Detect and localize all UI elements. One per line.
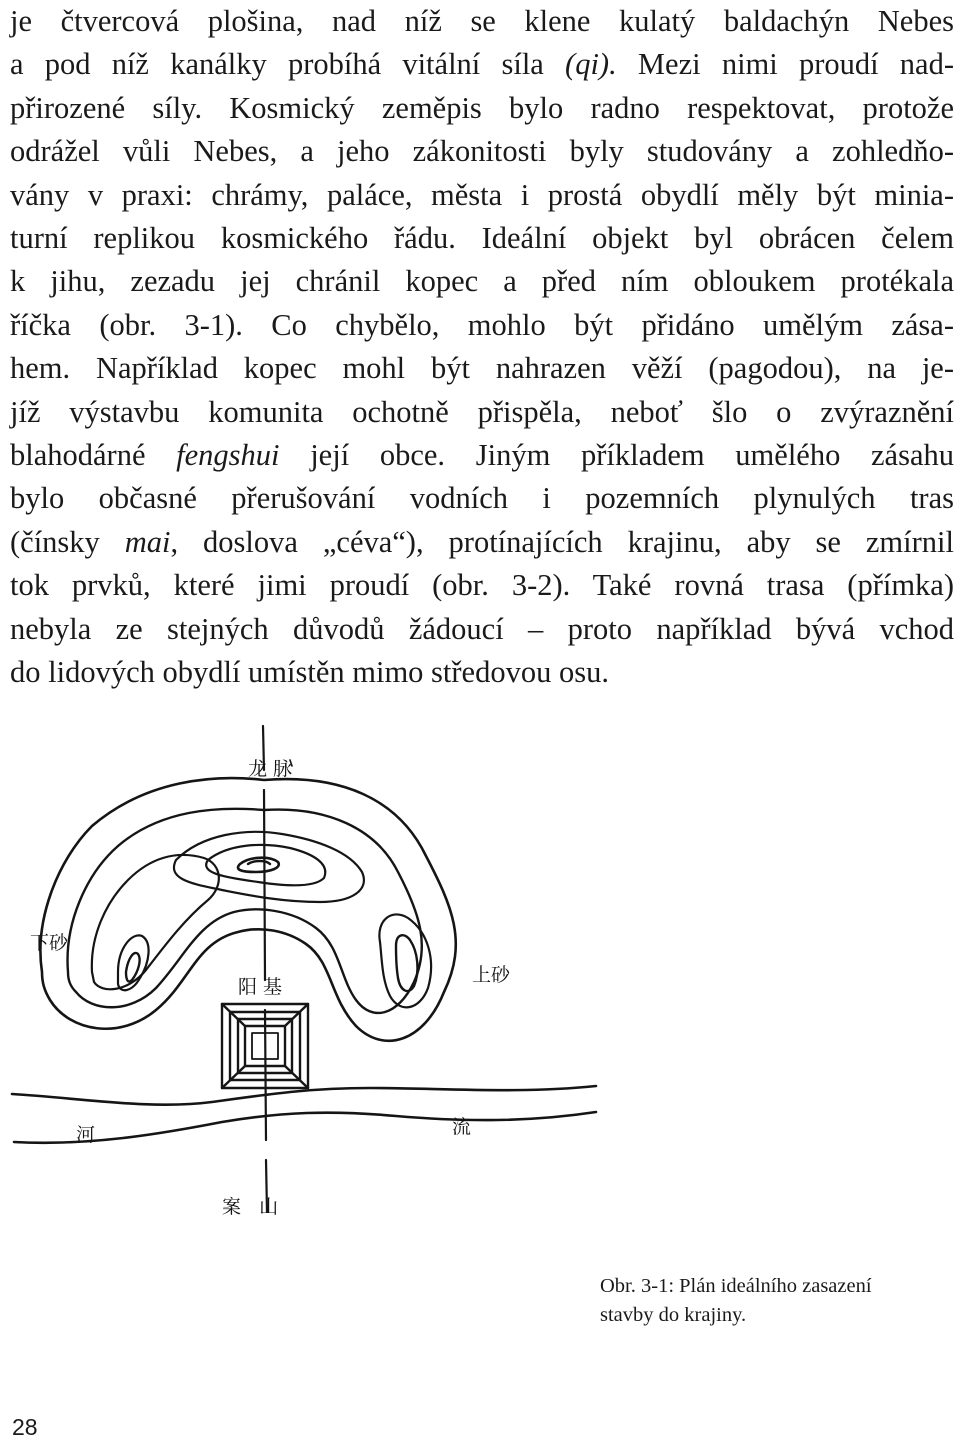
text-fragment: Mezi nimi proudí nad- (616, 47, 954, 82)
text-line: hem. Například kopec mohl být nahrazen věží (pagodou), na je- (10, 351, 954, 386)
right-arm-contour-1 (379, 914, 431, 1007)
figure-caption (600, 1272, 960, 1330)
label-upper-sand: 上砂 (472, 964, 511, 986)
text-line: říčka (obr. 3-1). Co chybělo, mohlo být přidáno umělým zása- (10, 307, 954, 342)
body-text (10, 0, 954, 695)
text-line: do lidových obydlí umístěn mimo středovou osu. (10, 655, 609, 690)
text-fragment: , doslova „céva“), protínajících krajinu, aby se zmírnil (170, 524, 954, 559)
label-an-shan: 案 山 (222, 1196, 279, 1218)
page-number: 28 (12, 1414, 38, 1440)
mountain-contour-4 (174, 832, 364, 902)
italic-term-qi: (qi). (565, 47, 617, 82)
label-lower-sand: 下砂 (30, 932, 69, 954)
text-line (10, 521, 954, 564)
label-yang-ji: 阳 基 (238, 976, 283, 998)
text-line: je čtvercová plošina, nad níž se klene kulatý baldachýn Nebes (10, 4, 954, 38)
text-line: přirozené síly. Kosmický zeměpis bylo radno respektovat, protože (10, 90, 954, 125)
mountain-contour-5 (206, 845, 325, 885)
river-bank-south (14, 1112, 596, 1146)
text-line: nebyla ze stejných důvodů žádoucí – proto například bývá vchod (10, 611, 954, 646)
fengshui-landscape-figure (0, 710, 600, 1310)
text-fragment: (čínsky (10, 524, 125, 559)
mountain-contour-3 (92, 855, 219, 989)
text-line (10, 43, 954, 86)
landscape-drawing (0, 710, 600, 1310)
right-arm-contour-2 (396, 935, 417, 991)
mountain-peak-summit-inner (248, 861, 270, 864)
text-line: bylo občasné přerušování vodních i pozemních plynulých tras (10, 481, 954, 516)
caption-line: stavby do krajiny. (600, 1304, 747, 1326)
text-line: turní replikou kosmického řádu. Ideální objekt byl obrácen čelem (10, 221, 954, 256)
text-line: k jihu, zezadu jej chránil kopec a před ním obloukem protékala (10, 264, 954, 299)
text-line: odrážel vůli Nebes, a jeho zákonitosti byly studovány a zohledňo- (10, 134, 954, 169)
italic-term-mai: mai (124, 524, 171, 559)
label-river-liu: 流 (452, 1116, 472, 1138)
central-axis-line (263, 726, 267, 1212)
text-line: jíž výstavbu komunita ochotně přispěla, neboť šlo o zvýraznění (10, 394, 954, 429)
text-line: tok prvků, které jimi proudí (obr. 3-2). Také rovná trasa (přímka) (10, 568, 954, 603)
caption-line: Obr. 3-1: Plán ideálního zasazení (600, 1275, 872, 1297)
italic-term-fengshui: fengshui (176, 438, 280, 473)
text-line (10, 434, 954, 477)
text-line: vány v praxi: chrámy, paláce, města i prostá obydlí měly být minia- (10, 177, 954, 212)
text-fragment: její obce. Jiným příkladem umělého zásahu (279, 438, 954, 473)
label-dragon-vein: 龙 脉 (248, 758, 293, 780)
text-fragment: a pod níž kanálky probíhá vitální síla (10, 47, 566, 82)
label-river-he: 河 (76, 1124, 96, 1146)
text-fragment: blahodárné (10, 438, 177, 473)
